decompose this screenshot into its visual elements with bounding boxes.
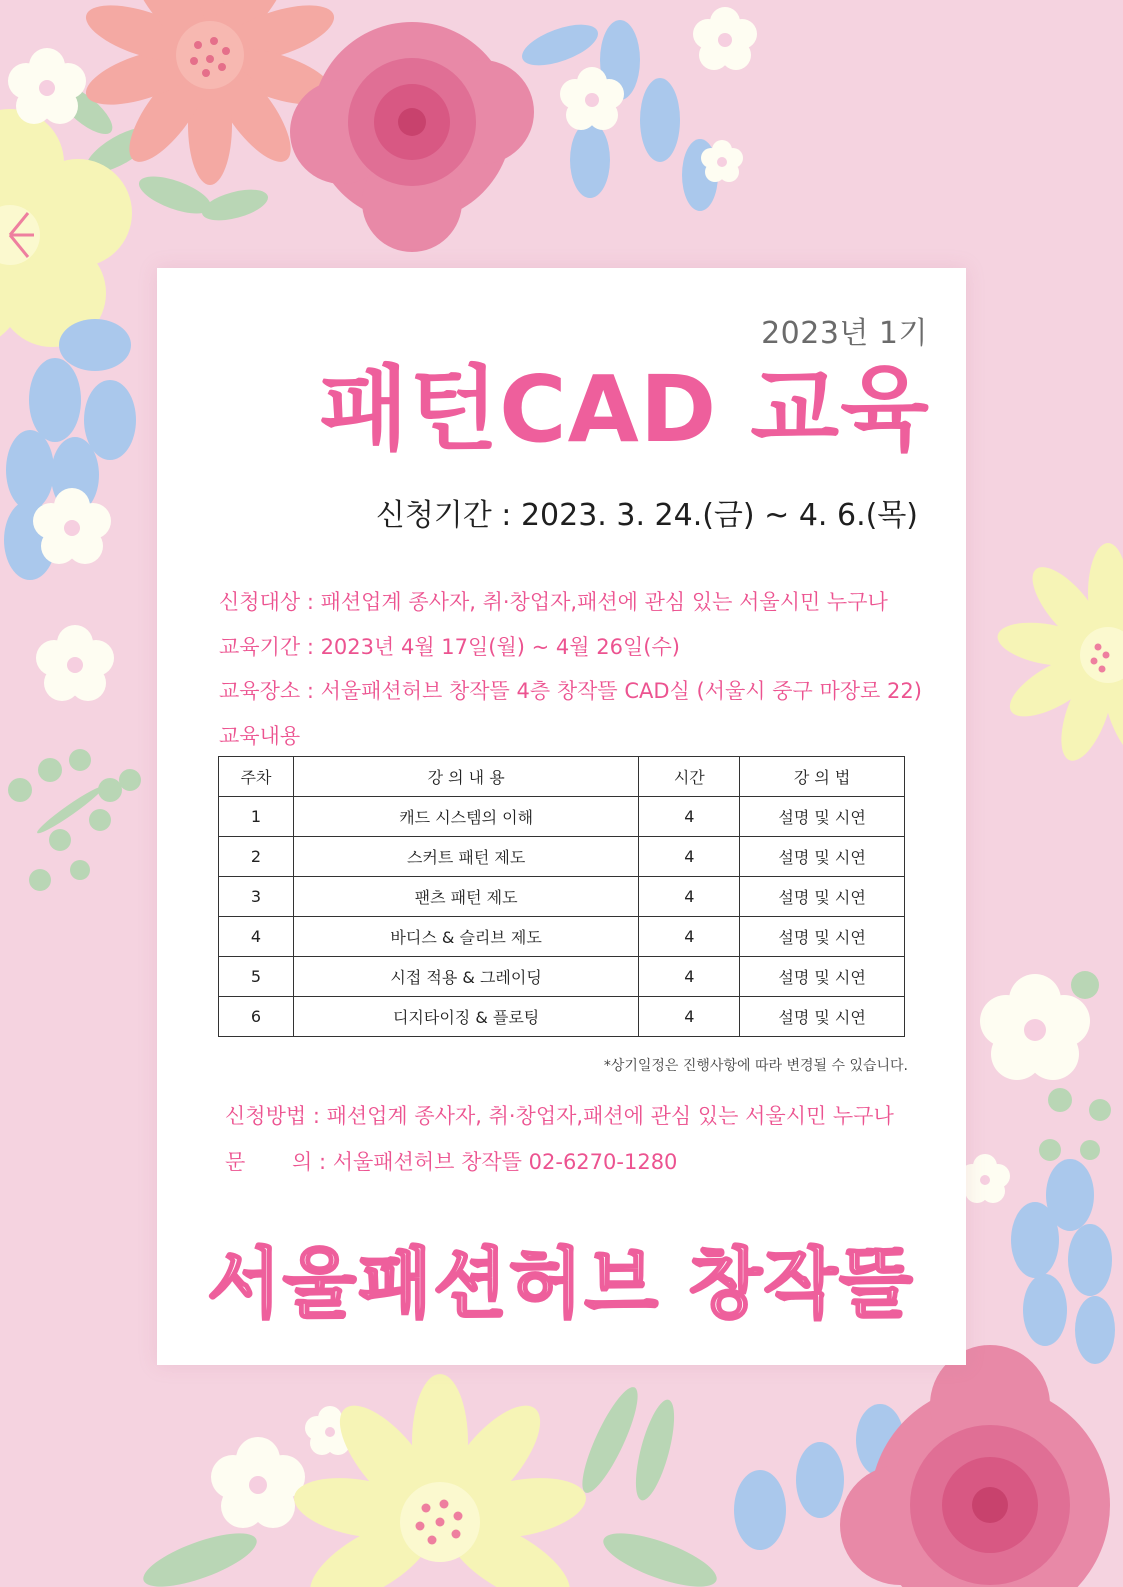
header-content: 강 의 내 용 (293, 757, 638, 797)
inquiry-contact: 문 의 : 서울패션허브 창작뜰 02-6270-1280 (225, 1150, 678, 1174)
brand-logo (157, 1228, 966, 1338)
cell-week: 6 (219, 997, 294, 1037)
cell-hours: 4 (639, 957, 740, 997)
cell-method: 설명 및 시연 (740, 797, 905, 837)
notice-card (157, 268, 966, 1365)
cell-method: 설명 및 시연 (740, 837, 905, 877)
cell-content: 팬츠 패턴 제도 (293, 877, 638, 917)
cell-content: 시접 적용 & 그레이딩 (293, 957, 638, 997)
header-week: 주차 (219, 757, 294, 797)
content-label: 교육내용 (219, 724, 301, 748)
cell-content: 디지타이징 & 플로팅 (293, 997, 638, 1037)
table-row (219, 797, 905, 837)
cell-hours: 4 (639, 797, 740, 837)
target-audience: 신청대상 : 패션업계 종사자, 취·창업자,패션에 관심 있는 서울시민 누구나 (219, 590, 888, 614)
table-row (219, 837, 905, 877)
header-hours: 시간 (639, 757, 740, 797)
training-location: 교육장소 : 서울패션허브 창작뜰 4층 창작뜰 CAD실 (서울시 중구 마장로 22) (219, 679, 922, 703)
cell-hours: 4 (639, 917, 740, 957)
table-row (219, 957, 905, 997)
bottom-yellow-daisy-icon (289, 1374, 590, 1587)
cell-week: 5 (219, 957, 294, 997)
cell-week: 3 (219, 877, 294, 917)
cell-method: 설명 및 시연 (740, 917, 905, 957)
pink-rose-icon (290, 22, 534, 252)
training-period: 교육기간 : 2023년 4월 17일(월) ~ 4월 26일(수) (219, 635, 680, 659)
schedule-note: *상기일정은 진행사항에 따라 변경될 수 있습니다. (603, 1058, 908, 1074)
cell-method: 설명 및 시연 (740, 877, 905, 917)
green-berry-sprig-icon (8, 749, 141, 891)
yellow-daisy-icon (994, 543, 1123, 767)
cell-hours: 4 (639, 997, 740, 1037)
cell-hours: 4 (639, 837, 740, 877)
brand-name: 서울패션허브 창작뜰 (207, 1239, 915, 1328)
table-header-row (219, 757, 905, 797)
cell-week: 2 (219, 837, 294, 877)
schedule-table (218, 756, 905, 1037)
table-row (219, 917, 905, 957)
cell-hours: 4 (639, 877, 740, 917)
application-period: 신청기간 : 2023. 3. 24.(금) ~ 4. 6.(목) (375, 498, 918, 533)
page-title: 패턴CAD 교육 (319, 356, 930, 463)
cell-method: 설명 및 시연 (740, 957, 905, 997)
application-method: 신청방법 : 패션업계 종사자, 취·창업자,패션에 관심 있는 서울시민 누구나 (225, 1104, 894, 1128)
table-row (219, 877, 905, 917)
cell-method: 설명 및 시연 (740, 997, 905, 1037)
bottom-pink-rose-icon (840, 1345, 1110, 1587)
cell-week: 1 (219, 797, 294, 837)
cell-content: 캐드 시스템의 이해 (293, 797, 638, 837)
header-method: 강 의 법 (740, 757, 905, 797)
cell-content: 스커트 패턴 제도 (293, 837, 638, 877)
edition-label: 2023년 1기 (761, 316, 928, 351)
cell-content: 바디스 & 슬리브 제도 (293, 917, 638, 957)
cell-week: 4 (219, 917, 294, 957)
table-row (219, 997, 905, 1037)
